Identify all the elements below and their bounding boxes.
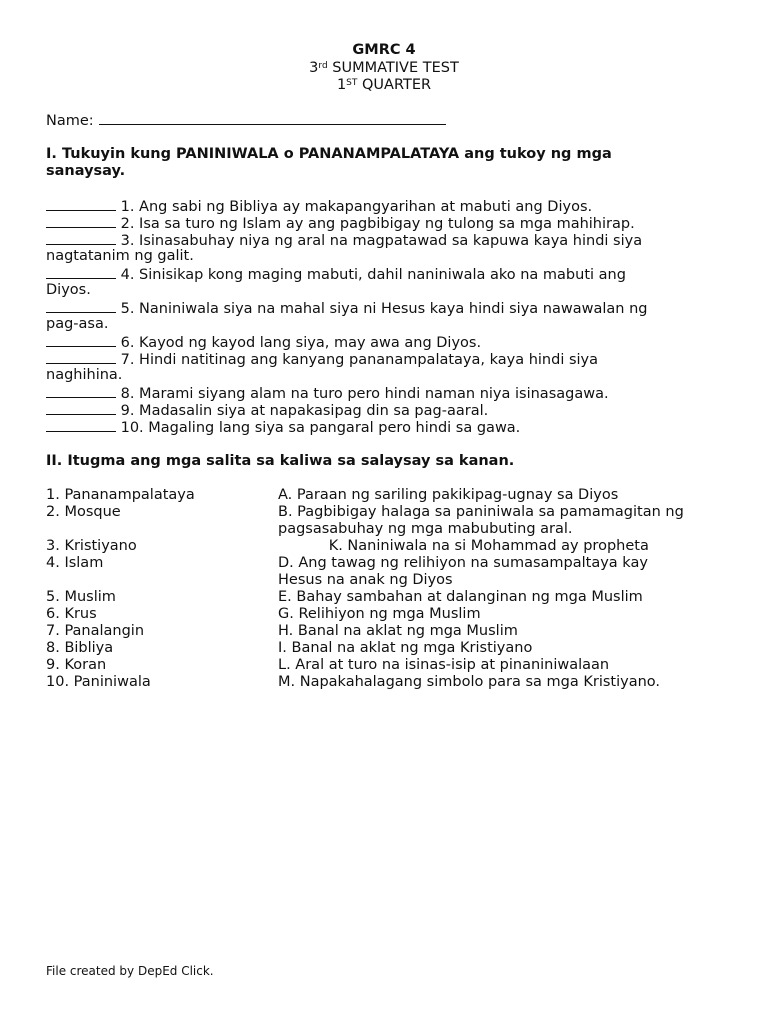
question-item-cont [46, 248, 194, 265]
page-title: GMRC 4 [352, 42, 416, 58]
match-term: 3. Kristiyano [46, 538, 137, 554]
answer-blank[interactable] [46, 384, 116, 398]
section1-instruction: I. Tukuyin kung PANINIWALA o PANANAMPALATAYA ang tukoy ng mga [46, 146, 612, 162]
quarter-subtitle [0, 77, 768, 94]
answer-blank[interactable] [46, 214, 116, 228]
question-item [46, 350, 598, 369]
question-text: 1. Ang sabi ng Bibliya ay makapangyarihan at mabuti ang Diyos. [116, 199, 593, 215]
match-term: 2. Mosque [46, 504, 121, 520]
question-text: 7. Hindi natitinag ang kanyang pananampalataya, kaya hindi siya [116, 352, 599, 368]
quarter-text: QUARTER [357, 77, 432, 93]
answer-blank[interactable] [46, 299, 116, 313]
question-text: nagtatanim ng galit. [46, 248, 194, 264]
name-label: Name: [46, 113, 94, 129]
quarter-superscript: ST [346, 78, 358, 88]
subtitle-number: 3 [309, 60, 319, 76]
match-definition: K. Naniniwala na si Mohammad ay propheta [278, 538, 649, 554]
match-term: 9. Koran [46, 657, 107, 673]
question-text: 2. Isa sa turo ng Islam ay ang pagbibigay ng tulong sa mga mahihirap. [116, 216, 635, 232]
answer-blank[interactable] [46, 401, 116, 415]
answer-blank[interactable] [46, 197, 116, 211]
test-subtitle [0, 60, 768, 77]
question-text: pag-asa. [46, 316, 109, 332]
answer-blank[interactable] [46, 350, 116, 364]
footer-credit: File created by DepEd Click. [46, 964, 214, 978]
question-text: 10. Magaling lang siya sa pangaral pero hindi sa gawa. [116, 420, 521, 436]
name-blank-line[interactable] [99, 111, 446, 125]
answer-blank[interactable] [46, 265, 116, 279]
match-definition: B. Pagbibigay halaga sa paniniwala sa pamamagitan ng [278, 504, 684, 520]
match-term: 10. Paniniwala [46, 674, 151, 690]
match-term: 5. Muslim [46, 589, 116, 605]
subtitle-superscript: rd [318, 61, 328, 71]
question-item [46, 265, 626, 284]
match-term: 8. Bibliya [46, 640, 114, 656]
question-text: 6. Kayod ng kayod lang siya, may awa ang Diyos. [116, 335, 482, 351]
question-item-cont [46, 282, 91, 299]
match-term: 7. Panalangin [46, 623, 145, 639]
match-definition: D. Ang tawag ng relihiyon na sumasampaltaya kay [278, 555, 648, 571]
match-definition: Hesus na anak ng Diyos [278, 572, 453, 588]
answer-blank[interactable] [46, 418, 116, 432]
question-text: 3. Isinasabuhay niya ng aral na magpatawad sa kapuwa kaya hindi siya [116, 233, 643, 249]
question-item [46, 418, 520, 437]
match-definition: M. Napakahalagang simbolo para sa mga Kristiyano. [278, 674, 661, 690]
match-term: 4. Islam [46, 555, 104, 571]
match-term: 1. Pananampalataya [46, 487, 195, 503]
subtitle-text: SUMMATIVE TEST [327, 60, 459, 76]
question-text: 5. Naniniwala siya na mahal siya ni Hesus kaya hindi siya nawawalan ng [116, 301, 648, 317]
section2-instruction: II. Itugma ang mga salita sa kaliwa sa salaysay sa kanan. [46, 453, 515, 469]
question-text: 8. Marami siyang alam na turo pero hindi naman niya isinasagawa. [116, 386, 609, 402]
question-item-cont [46, 316, 108, 333]
question-text: 4. Sinisikap kong maging mabuti, dahil naniniwala ako na mabuti ang [116, 267, 626, 283]
match-definition: pagsasabuhay ng mga mabubuting aral. [278, 521, 573, 537]
match-definition: L. Aral at turo na isinas-isip at pinaniniwalaan [278, 657, 610, 673]
question-text: Diyos. [46, 282, 91, 298]
section1-instruction-cont: sanaysay. [46, 163, 126, 179]
question-item [46, 299, 647, 318]
match-definition: E. Bahay sambahan at dalanginan ng mga Muslim [278, 589, 643, 605]
question-text: naghihina. [46, 367, 123, 383]
match-definition: G. Relihiyon ng mga Muslim [278, 606, 481, 622]
question-text: 9. Madasalin siya at napakasipag din sa pag-aaral. [116, 403, 489, 419]
question-item-cont [46, 367, 122, 384]
match-definition: H. Banal na aklat ng mga Muslim [278, 623, 518, 639]
quarter-number: 1 [336, 77, 347, 93]
answer-blank[interactable] [46, 333, 116, 347]
match-definition: A. Paraan ng sariling pakikipag-ugnay sa Diyos [278, 487, 619, 503]
match-term: 6. Krus [46, 606, 97, 622]
match-definition: I. Banal na aklat ng mga Kristiyano [278, 640, 533, 656]
answer-blank[interactable] [46, 231, 116, 245]
name-row [46, 111, 446, 130]
